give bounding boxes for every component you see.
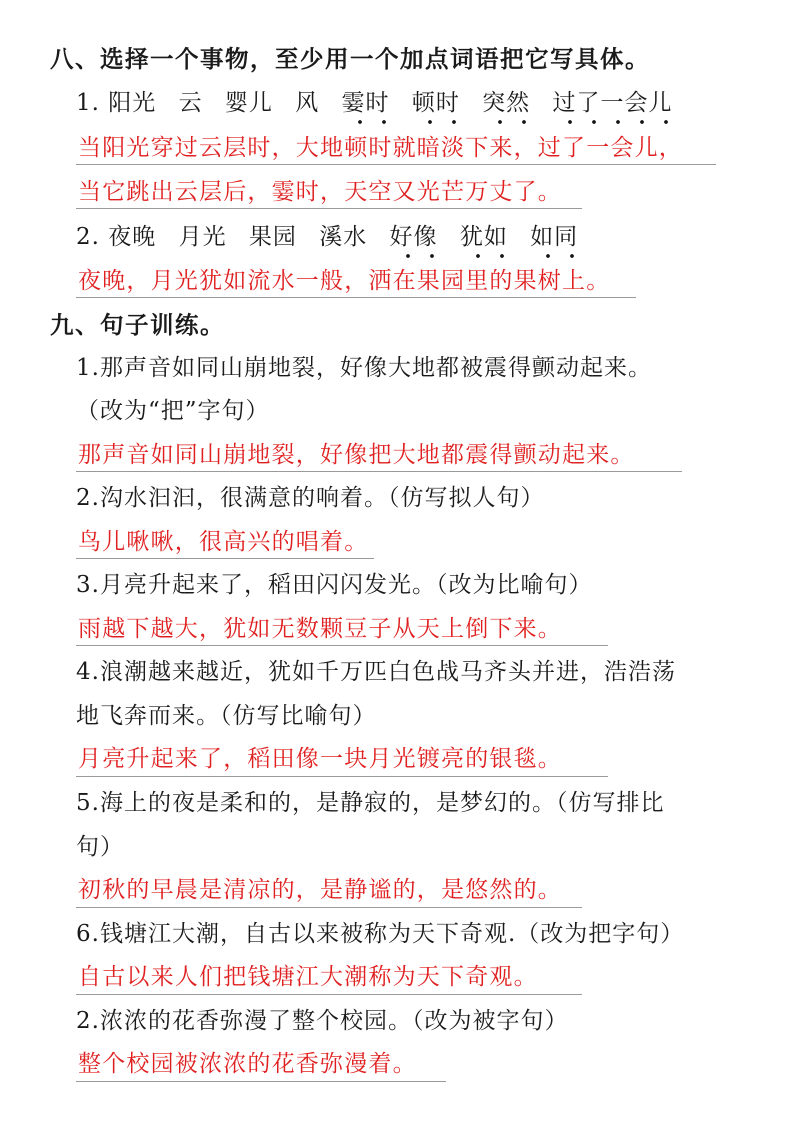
question-line: 3.月亮升起来了，稻田闪闪发光。（改为比喻句） <box>76 572 593 598</box>
answer-line: 鸟儿啾啾，很高兴的唱着。 <box>78 529 369 555</box>
question-line: 2.沟水汩汩，很满意的响着。（仿写拟人句） <box>76 485 545 511</box>
answer-underline <box>76 907 582 908</box>
plain-word: 果园 <box>248 224 297 250</box>
answer-line: 当阳光穿过云层时，大地顿时就暗淡下来，过了一会儿， <box>78 135 683 161</box>
word-list-row <box>76 222 578 252</box>
answer-line: 月亮升起来了，稻田像一块月光镀亮的银毯。 <box>78 746 562 772</box>
question-line: 1.那声音如同山崩地裂，好像大地都被震得颤动起来。 <box>76 355 652 381</box>
question-line: 地飞奔而来。（仿写比喻句） <box>76 703 377 729</box>
dotted-word: 好像 <box>389 224 438 250</box>
answer-line: 夜晚，月光犹如流水一般，洒在果园里的果树上。 <box>78 268 611 294</box>
question-line: 4.浪潮越来越近，犹如千万匹白色战马齐头并进，浩浩荡 <box>76 659 676 685</box>
question-line: 句） <box>76 834 124 860</box>
answer-line: 那声音如同山崩地裂，好像把大地都震得颤动起来。 <box>78 442 635 468</box>
dotted-word: 犹如 <box>459 224 508 250</box>
dotted-word: 顿时 <box>411 90 460 116</box>
plain-word: 阳光 <box>108 90 157 116</box>
plain-word: 云 <box>178 90 203 116</box>
answer-underline <box>76 1081 446 1082</box>
item-number: 2. <box>76 224 100 250</box>
dotted-word: 过了一会儿 <box>552 90 673 116</box>
answer-underline <box>76 776 608 777</box>
section9-heading: 九、句子训练。 <box>50 311 225 339</box>
answer-underline <box>76 471 682 472</box>
answer-underline <box>76 208 582 209</box>
section8-heading: 八、选择一个事物，至少用一个加点词语把它写具体。 <box>50 45 650 73</box>
plain-word: 月光 <box>178 224 227 250</box>
plain-word: 溪水 <box>319 224 368 250</box>
answer-line: 当它跳出云层后，霎时，天空又光芒万丈了。 <box>78 179 562 205</box>
answer-underline <box>76 994 582 995</box>
question-line: （改为“把”字句） <box>76 398 270 424</box>
answer-line: 整个校园被浓浓的花香弥漫着。 <box>78 1051 417 1077</box>
answer-line: 初秋的早晨是清凉的，是静谧的，是悠然的。 <box>78 877 562 903</box>
question-line: 2.浓浓的花香弥漫了整个校园。（改为被字句） <box>76 1008 569 1034</box>
answer-underline <box>76 164 716 165</box>
dotted-word: 突然 <box>482 90 531 116</box>
question-line: 5.海上的夜是柔和的，是静寂的，是梦幻的。（仿写排比 <box>76 790 665 816</box>
answer-underline <box>76 558 374 559</box>
answer-underline <box>76 297 636 298</box>
plain-word: 婴儿 <box>224 90 273 116</box>
answer-line: 雨越下越大，犹如无数颗豆子从天上倒下来。 <box>78 616 562 642</box>
item-number: 1. <box>76 90 100 116</box>
plain-word: 风 <box>295 90 320 116</box>
answer-line: 自古以来人们把钱塘江大潮称为天下奇观。 <box>78 964 538 990</box>
question-line: 6.钱塘江大潮，自古以来被称为天下奇观.（改为把字句） <box>76 921 685 947</box>
dotted-word: 霎时 <box>341 90 390 116</box>
dotted-word: 如同 <box>530 224 579 250</box>
answer-underline <box>76 645 608 646</box>
word-list-row <box>76 88 672 118</box>
plain-word: 夜晚 <box>108 224 157 250</box>
